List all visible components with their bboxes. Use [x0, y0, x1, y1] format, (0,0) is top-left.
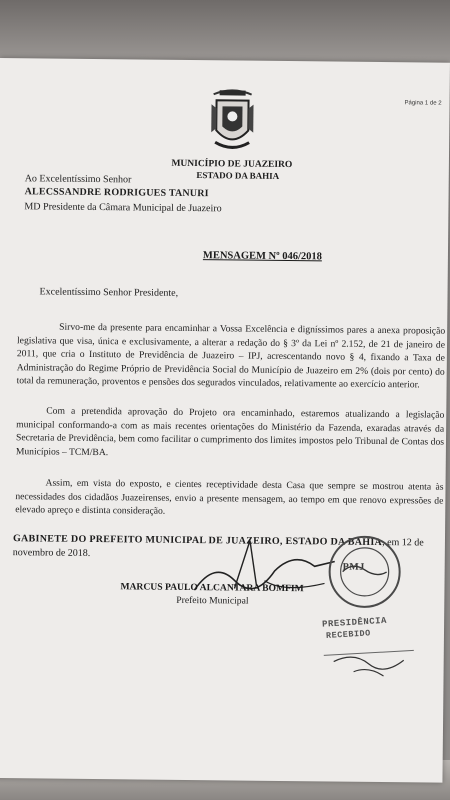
- body-paragraph-2: Com a pretendida aprovação do Projeto ora encaminhado, estaremos atualizando a legislação municipal conformando-a com as mais recentes orientações do Ministério da Fazenda, exaradas através da Secretaria de Previdência, bem como facilitar o cumprimento dos limites impostos pelo Tribunal de Contas dos Municípios – TCM/BA.: [15, 405, 445, 458]
- received-stamp-line-2: RECEBIDO: [325, 628, 372, 641]
- body-paragraph-3: Assim, em vista do exposto, e cientes receptividade desta Casa que sempre se mostrou atenta às necessidades dos cidadãos Juazeirenses, envio a presente mensagem, ao tempo em que renovo expressões de elevado apreço e distinta consideração.: [15, 477, 444, 517]
- received-stamp-scribble-icon: [313, 621, 424, 682]
- page-number: Página 1 de 2: [404, 100, 442, 107]
- addressee-role: MD Presidente da Câmara Municipal de Juazeiro: [24, 201, 222, 215]
- closing-date: , em 12 de novembro de 2018.: [12, 537, 424, 559]
- municipal-crest-icon: [207, 86, 258, 155]
- signatory-name: MARCUS PAULO ALCANTARA BOMFIM: [120, 581, 304, 595]
- municipality-name: MUNICÍPIO DE JUAZEIRO: [171, 158, 293, 171]
- closing-office: GABINETE DO PREFEITO MUNICIPAL DE JUAZEIRO, ESTADO DA BAHIA: [12, 533, 383, 549]
- state-name: ESTADO DA BAHIA: [196, 170, 280, 181]
- body-paragraph-1: Sirvo-me da presente para encaminhar a Vossa Excelência e digníssimos pares a anexa proposição legislativa que visa, única e exclusivamente, a alterar a redação do § 3º da Lei nº 2.152, de 21 de janeiro de 2011, que cria o Instituto de Previdência de Juazeiro – IPJ, acrescentando novo § 4, fixando a Taxa de Administração do Regime Próprio de Previdência Social do Município de Juazeiro em 2% (dois por cento) do total da remuneração, proventos e pensões dos segurados vinculados, relativamente ao exercício anterior.: [16, 321, 446, 391]
- received-stamp-line-1: PRESIDÊNCIA: [321, 615, 388, 630]
- addressee-name: ALECSSANDRE RODRIGUES TANURI: [24, 186, 209, 200]
- document-page: [0, 58, 450, 783]
- message-title: MENSAGEM Nº 046/2018: [202, 250, 322, 263]
- signatory-role: Prefeito Municipal: [176, 594, 249, 607]
- seal-text: PMJ: [342, 561, 365, 573]
- salutation: Excelentíssimo Senhor Presidente,: [39, 286, 179, 299]
- addressee-greeting: Ao Excelentíssimo Senhor: [24, 173, 132, 186]
